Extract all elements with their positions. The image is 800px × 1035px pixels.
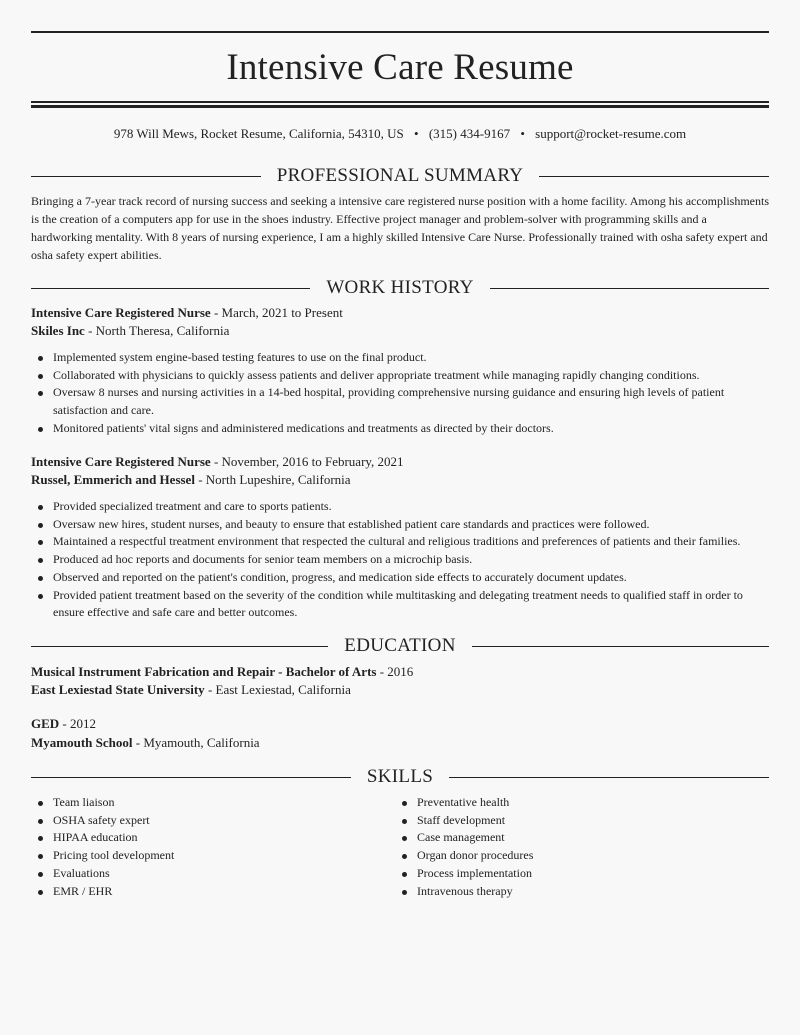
summary-heading <box>31 164 769 188</box>
title-rule-upper <box>31 101 769 103</box>
heading-rule <box>490 288 769 289</box>
edu-1-degree-line <box>31 663 769 681</box>
job-2-company-line <box>31 471 769 489</box>
list-item: OSHA safety expert <box>31 812 371 830</box>
edu-2-school-line <box>31 734 769 752</box>
contact-separator: • <box>520 126 525 141</box>
heading-rule <box>31 288 310 289</box>
heading-rule <box>449 777 769 778</box>
education-heading-label: EDUCATION <box>344 635 456 656</box>
heading-rule <box>31 646 328 647</box>
list-item: Process implementation <box>395 865 735 883</box>
contact-address: 978 Will Mews, Rocket Resume, California, 54310, US <box>113 126 404 141</box>
list-item: Oversaw new hires, student nurses, and beauty to ensure that established patient care standards and practices were followed. <box>31 516 769 534</box>
edu-1-school: East Lexiestad State University <box>31 682 205 697</box>
summary-heading-label: PROFESSIONAL SUMMARY <box>276 165 524 186</box>
list-item: Implemented system engine-based testing features to use on the final product. <box>31 349 769 367</box>
edu-2-year: - 2012 <box>59 716 97 731</box>
job-2-title: Intensive Care Registered Nurse <box>31 454 211 469</box>
edu-2-degree-line <box>31 715 769 733</box>
edu-1-school-line <box>31 681 769 699</box>
list-item: EMR / EHR <box>31 883 371 901</box>
job-1-company: Skiles Inc <box>31 323 85 338</box>
list-item: Organ donor procedures <box>395 847 735 865</box>
edu-2-location: - Myamouth, California <box>132 735 260 750</box>
list-item: Maintained a respectful treatment environment that respected the cultural and religious traditions and preferences of patients and their families. <box>31 533 769 551</box>
edu-1-year: - 2016 <box>376 664 414 679</box>
job-1-title-line <box>31 304 769 322</box>
list-item: Intravenous therapy <box>395 883 735 901</box>
heading-rule <box>539 176 769 177</box>
work-heading-label: WORK HISTORY <box>326 277 474 298</box>
skills-heading <box>31 765 769 789</box>
skills-right-column <box>395 794 735 900</box>
job-1-company-line <box>31 322 769 340</box>
list-item: Pricing tool development <box>31 847 371 865</box>
list-item: Collaborated with physicians to quickly assess patients and deliver appropriate treatment while managing rapidly changing conditions. <box>31 367 769 385</box>
job-2-location: - North Lupeshire, California <box>194 472 351 487</box>
contact-email: support@rocket-resume.com <box>535 126 687 141</box>
list-item: Oversaw 8 nurses and nursing activities in a 14-bed hospital, providing comprehensive nursing guidance and ensuring high levels of patient satisfaction and care. <box>31 384 769 419</box>
skills-right-list <box>395 794 735 900</box>
job-1-location: - North Theresa, California <box>84 323 230 338</box>
education-heading <box>31 634 769 658</box>
job-2-title-line <box>31 453 769 471</box>
list-item: Produced ad hoc reports and documents for senior team members on a microchip basis. <box>31 551 769 569</box>
skills-left-list <box>31 794 371 900</box>
job-1-dates: - March, 2021 to Present <box>210 305 343 320</box>
job-2-company: Russel, Emmerich and Hessel <box>31 472 195 487</box>
list-item: Case management <box>395 829 735 847</box>
list-item: HIPAA education <box>31 829 371 847</box>
list-item: Observed and reported on the patient's condition, progress, and medication side effects to accurately document updates. <box>31 569 769 587</box>
list-item: Preventative health <box>395 794 735 812</box>
edu-1-degree: Musical Instrument Fabrication and Repair - Bachelor of Arts <box>31 664 377 679</box>
edu-2-degree: GED <box>31 716 60 731</box>
contact-separator: • <box>414 126 419 141</box>
heading-rule <box>31 777 351 778</box>
job-1-title: Intensive Care Registered Nurse <box>31 305 211 320</box>
title-rule-lower <box>31 105 769 108</box>
edu-1-location: - East Lexiestad, California <box>204 682 351 697</box>
list-item: Monitored patients' vital signs and administered medications and treatments as directed by their doctors. <box>31 420 769 438</box>
list-item: Provided patient treatment based on the severity of the condition while multitasking and delegating treatment needs to qualified staff in order to ensure effective and safe care and better outcomes. <box>31 587 769 622</box>
edu-2-school: Myamouth School <box>31 735 133 750</box>
heading-rule <box>31 176 261 177</box>
job-1-bullets <box>31 349 769 438</box>
list-item: Evaluations <box>31 865 371 883</box>
job-2-bullets <box>31 498 769 622</box>
summary-text: Bringing a 7-year track record of nursing success and seeking a intensive care registered nurse position with a home facility. Among his accomplishments is the creation of a computers app for use in the shoes industry. Effective project manager and problem-solver with programming skills and a hardworking mentality. With 8 years of nursing experience, I am a highly skilled Intensive Care Nurse. Professionally trained with osha safety expert and osha safety expert abilities. <box>31 194 770 262</box>
top-rule <box>31 31 769 33</box>
skills-left-column <box>31 794 371 900</box>
work-heading <box>31 276 769 300</box>
skills-heading-label: SKILLS <box>366 766 434 787</box>
list-item: Provided specialized treatment and care to sports patients. <box>31 498 769 516</box>
contact-line <box>31 126 769 142</box>
list-item: Staff development <box>395 812 735 830</box>
resume-title: Intensive Care Resume <box>226 47 574 88</box>
job-2-dates: - November, 2016 to February, 2021 <box>210 454 404 469</box>
contact-phone: (315) 434-9167 <box>428 126 511 141</box>
list-item: Team liaison <box>31 794 371 812</box>
heading-rule <box>472 646 769 647</box>
